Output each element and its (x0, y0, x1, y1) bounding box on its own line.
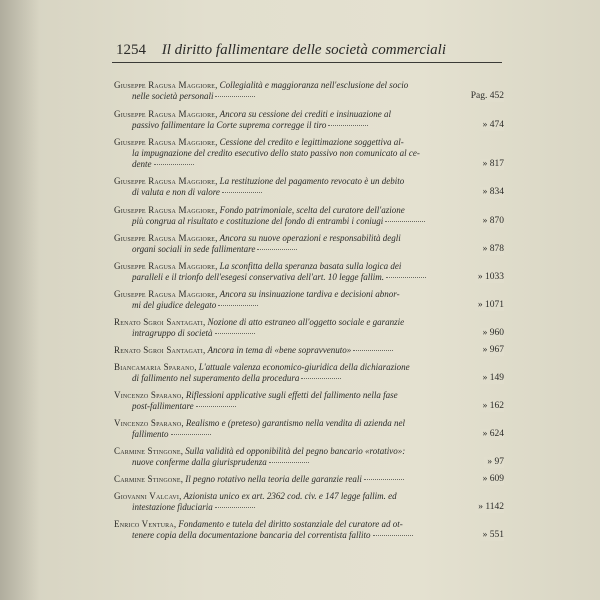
entry-first-line: Giuseppe Ragusa Maggiore, La restituzione del pagamento revocato è un debito (114, 176, 405, 186)
entry-author: Biancamaria Sparano (114, 362, 195, 372)
entry-title: La sconfitta della speranza basata sulla logica dei (219, 261, 402, 271)
entry-first-line: Vincenzo Sparano, Realismo e (preteso) garantismo nella vendita di azienda nel (114, 418, 406, 428)
entry-first-line: Enrico Ventura, Fondamento e tutela del diritto sostanziale del curatore ad ot- (114, 519, 403, 529)
entry-page: » 878 (480, 244, 504, 255)
entry-first-line: Carmine Stingone, Sulla validità ed opponibilità del pegno bancario «rotativo»: (114, 446, 406, 456)
entry-author: Renato Sgroi Santagati (114, 317, 203, 327)
entry-continuation-line (114, 530, 504, 541)
entry-title: intestazione fiduciaria (132, 502, 213, 512)
index-entry (114, 80, 504, 102)
entry-continuation-line (114, 272, 504, 283)
leader-dots (385, 221, 425, 222)
entry-author: Giovanni Valcavi (114, 491, 180, 501)
leader-dots (257, 249, 297, 250)
entry-author: Enrico Ventura (114, 519, 174, 529)
entry-page: » 551 (480, 530, 504, 541)
entry-page: » 149 (480, 373, 504, 384)
entry-author: Giuseppe Ragusa Maggiore (114, 137, 216, 147)
leader-dots (171, 434, 211, 435)
leader-dots (215, 333, 255, 334)
entry-continuation-line (114, 148, 504, 159)
entry-author: Giuseppe Ragusa Maggiore (114, 289, 216, 299)
entry-title: Azionista unico ex art. 2362 cod. civ. e 147 legge fallim. ed (183, 491, 397, 501)
entry-page: » 1142 (475, 502, 504, 513)
entry-first-line: Giuseppe Ragusa Maggiore, La sconfitta della speranza basata sulla logica dei (114, 261, 402, 271)
entry-title: Riflessioni applicative sugli effetti del fallimento nella fase (185, 390, 398, 400)
leader-dots (196, 406, 236, 407)
entry-title: Ancora su insinuazione tardiva e decisioni abnor- (219, 289, 400, 299)
entry-title: Nozione di atto estraneo all'oggetto sociale e garanzie (207, 317, 405, 327)
index-entry (114, 519, 504, 541)
index-entry (114, 362, 504, 384)
entry-first-line: Giuseppe Ragusa Maggiore, Ancora su cessione dei crediti e insinuazione al (114, 109, 392, 119)
entry-title: mi del giudice delegato (132, 300, 217, 310)
entry-continuation-line (114, 328, 504, 339)
entry-title: Fondo patrimoniale, scelta del curatore dell'azione (219, 205, 405, 215)
entry-first-line: Giuseppe Ragusa Maggiore, Ancora su nuove operazioni e responsabilità degli (114, 233, 401, 243)
index-entry (114, 317, 504, 339)
index-entry (114, 446, 504, 468)
entry-first-line: Renato Sgroi Santagati, Ancora in tema di «bene sopravvenuto» (114, 345, 504, 356)
leader-dots (218, 305, 258, 306)
leader-dots (154, 164, 194, 165)
entry-page: » 624 (480, 429, 504, 440)
entry-page: » 97 (484, 457, 504, 468)
entry-title: Sulla validità ed opponibilità del pegno bancario «rotativo»: (185, 446, 406, 456)
index-entries (114, 80, 504, 547)
entry-page: Pag. 452 (468, 91, 504, 102)
index-entry (114, 176, 504, 198)
entry-title: di valuta e non di valore (132, 187, 220, 197)
entry-page: » 1071 (475, 300, 504, 311)
leader-dots (373, 535, 413, 536)
entry-title: Ancora su nuove operazioni e responsabilità degli (219, 233, 401, 243)
entry-title: Cessione del credito e legittimazione soggettiva al- (219, 137, 404, 147)
leader-dots (215, 96, 255, 97)
entry-first-line: Carmine Stingone, Il pegno rotativo nella teoria delle garanzie reali (114, 474, 504, 485)
entry-title: Realismo e (preteso) garantismo nella vendita di azienda nel (185, 418, 406, 428)
entry-page: » 967 (480, 345, 504, 356)
entry-title: tenere copia della documentazione bancaria del correntista fallito (132, 530, 371, 540)
entry-page: » 609 (480, 474, 504, 485)
leader-dots (269, 462, 309, 463)
entry-title: intragruppo di società (132, 328, 213, 338)
entry-title: fallimento (132, 429, 169, 439)
index-entry (114, 345, 504, 356)
entry-continuation-line (114, 502, 504, 513)
header-rule (112, 62, 502, 63)
entry-continuation-line (114, 187, 504, 198)
page-number: 1254 (116, 42, 146, 58)
leader-dots (353, 350, 393, 351)
entry-first-line: Giovanni Valcavi, Azionista unico ex art. 2362 cod. civ. e 147 legge fallim. ed (114, 491, 397, 501)
entry-title: L'attuale valenza economico-giuridica della dichiarazione (198, 362, 410, 372)
entry-continuation-line (114, 216, 504, 227)
entry-title: Ancora su cessione dei crediti e insinuazione al (219, 109, 392, 119)
entry-page: » 960 (480, 328, 504, 339)
running-title: Il diritto fallimentare delle società commerciali (161, 42, 446, 58)
leader-dots (301, 378, 341, 379)
leader-dots (215, 507, 255, 508)
entry-continuation-line (114, 457, 504, 468)
leader-dots (222, 192, 262, 193)
leader-dots (386, 277, 426, 278)
index-entry (114, 109, 504, 131)
entry-title: Fondamento e tutela del diritto sostanziale del curatore ad ot- (178, 519, 403, 529)
entry-page: » 834 (480, 187, 504, 198)
entry-author: Giuseppe Ragusa Maggiore (114, 176, 216, 186)
entry-author: Giuseppe Ragusa Maggiore (114, 205, 216, 215)
entry-title: La restituzione del pagamento revocato è un debito (219, 176, 405, 186)
entry-author: Giuseppe Ragusa Maggiore (114, 109, 216, 119)
index-entry (114, 261, 504, 283)
entry-first-line: Giuseppe Ragusa Maggiore, Ancora su insinuazione tardiva e decisioni abnor- (114, 289, 400, 299)
leader-dots (364, 479, 404, 480)
entry-continuation-line (114, 91, 504, 102)
entry-author: Vincenzo Sparano (114, 390, 182, 400)
entry-title: Ancora in tema di «bene sopravvenuto» (207, 345, 352, 355)
index-entry (114, 233, 504, 255)
entry-title: organi sociali in sede fallimentare (132, 244, 256, 254)
entry-continuation-line (114, 429, 504, 440)
index-entry (114, 137, 504, 170)
entry-first-line: Vincenzo Sparano, Riflessioni applicative sugli effetti del fallimento nella fase (114, 390, 398, 400)
leader-dots (328, 125, 368, 126)
entry-author: Carmine Stingone (114, 474, 181, 484)
index-entry (114, 418, 504, 440)
entry-page: » 162 (480, 401, 504, 412)
entry-continuation-line (114, 300, 504, 311)
entry-author: Giuseppe Ragusa Maggiore (114, 261, 216, 271)
entry-title: paralleli e il trionfo dell'esegesi conservativa dell'art. 10 legge fallim. (132, 272, 385, 282)
entry-title: nuove conferme dalla giurisprudenza (132, 457, 267, 467)
entry-first-line: Renato Sgroi Santagati, Nozione di atto estraneo all'oggetto sociale e garanzie (114, 317, 405, 327)
entry-first-line: Biancamaria Sparano, L'attuale valenza economico-giuridica della dichiarazione (114, 362, 410, 372)
entry-author: Giuseppe Ragusa Maggiore (114, 80, 216, 90)
entry-title: di fallimento nel superamento della procedura (132, 373, 300, 383)
entry-title: dente (132, 159, 152, 169)
entry-first-line: Giuseppe Ragusa Maggiore, Collegialità e maggioranza nell'esclusione del socio (114, 80, 409, 90)
entry-author: Renato Sgroi Santagati (114, 345, 203, 355)
index-entry (114, 205, 504, 227)
entry-title: passivo fallimentare la Corte suprema corregge il tiro (132, 120, 327, 130)
entry-author: Vincenzo Sparano (114, 418, 182, 428)
index-entry (114, 491, 504, 513)
page-gutter-shadow (0, 0, 40, 600)
index-entry (114, 474, 504, 485)
entry-continuation-line (114, 401, 504, 412)
entry-continuation-line (114, 244, 504, 255)
entry-author: Carmine Stingone (114, 446, 181, 456)
entry-page: » 474 (480, 120, 504, 131)
entry-first-line: Giuseppe Ragusa Maggiore, Cessione del credito e legittimazione soggettiva al- (114, 137, 404, 147)
entry-page: » 817 (480, 159, 504, 170)
entry-page: » 1033 (475, 272, 504, 283)
entry-title: la impugnazione del credito esecutivo dello stato passivo non comunicato al ce- (132, 148, 420, 158)
entry-title: nelle società personali (132, 91, 214, 101)
entry-title: post-fallimentare (132, 401, 194, 411)
entry-title: Collegialità e maggioranza nell'esclusione del socio (219, 80, 409, 90)
running-header (116, 42, 496, 59)
entry-author: Giuseppe Ragusa Maggiore (114, 233, 216, 243)
entry-continuation-line (114, 120, 504, 131)
entry-continuation-line (114, 159, 504, 170)
index-entry (114, 289, 504, 311)
entry-first-line: Giuseppe Ragusa Maggiore, Fondo patrimoniale, scelta del curatore dell'azione (114, 205, 405, 215)
entry-title: Il pegno rotativo nella teoria delle garanzie reali (185, 474, 362, 484)
entry-title: più congrua al risultato e costituzione del fondo di entrambi i coniugi (132, 216, 384, 226)
index-entry (114, 390, 504, 412)
entry-page: » 870 (480, 216, 504, 227)
entry-continuation-line (114, 373, 504, 384)
